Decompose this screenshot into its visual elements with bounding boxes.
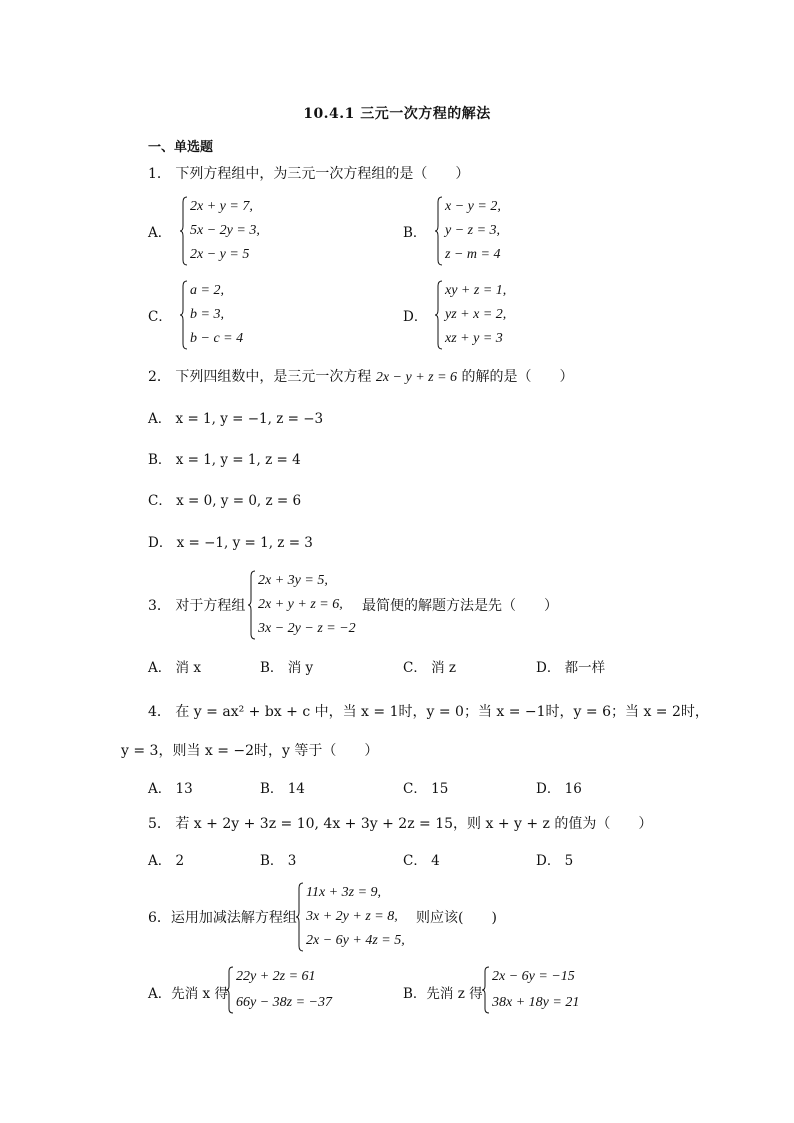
q1-option-b-label: B． — [403, 225, 427, 241]
q2-option-a: A． x = 1, y = −1, z = −3 — [148, 411, 324, 427]
q3-option-a: A． 消 x — [148, 660, 201, 676]
equation: 2x − 6y + 4z = 5, — [306, 933, 405, 948]
q3-option-c: C． 消 z — [403, 660, 457, 676]
q5-option-b: B． 3 — [260, 853, 297, 869]
equation: b − c = 4 — [190, 331, 244, 346]
equation: 3x − 2y − z = −2 — [258, 621, 356, 636]
q6-suffix: 则应该( ) — [416, 910, 497, 926]
q6-prefix: 6．运用加减法解方程组 — [148, 910, 297, 926]
equation: 38x + 18y = 21 — [492, 995, 580, 1010]
equation: 3x + 2y + z = 8, — [306, 909, 398, 924]
equation: xy + z = 1, — [445, 283, 507, 298]
q4-stem-line2: y = 3，则当 x = −2时，y 等于（ ） — [121, 743, 379, 759]
equation: y − z = 3, — [445, 223, 501, 238]
equation: 2x − 6y = −15 — [492, 969, 575, 984]
q1-option-d-system — [435, 280, 506, 350]
q1-option-b-system — [435, 196, 501, 266]
q2-stem-text-a: 2． 下列四组数中，是三元一次方程 — [148, 369, 372, 385]
q1-option-a-label: A． — [148, 225, 172, 241]
equation: 22y + 2z = 61 — [236, 969, 316, 984]
equation: xz + y = 3 — [445, 331, 503, 346]
q1-stem: 1． 下列方程组中，为三元一次方程组的是（ ） — [148, 166, 470, 182]
equation: 5x − 2y = 3, — [190, 223, 260, 238]
q1-option-c-label: C． — [148, 309, 172, 325]
q3-prefix: 3． 对于方程组 — [148, 598, 246, 614]
section-heading: 一、单选题 — [148, 140, 214, 155]
q2-stem-equation: 2x − y + z = 6 — [375, 370, 458, 385]
equation: z − m = 4 — [445, 247, 501, 262]
q2-stem — [148, 368, 573, 387]
q5-option-c: C． 4 — [403, 853, 440, 869]
q1-option-d-label: D． — [403, 309, 428, 325]
q2-option-d: D． x = −1, y = 1, z = 3 — [148, 535, 313, 551]
equation: 2x + y = 7, — [190, 199, 253, 214]
q4-stem-line1: 4． 在 y = ax² + bx + c 中，当 x = 1时，y = 0；当 x = −1时，y = 6；当 x = 2时， — [148, 704, 709, 720]
q6-option-a-system — [226, 966, 332, 1014]
equation: b = 3, — [190, 307, 224, 322]
q2-option-b: B． x = 1, y = 1, z = 4 — [148, 452, 301, 468]
equation: x − y = 2, — [445, 199, 501, 214]
q5-stem: 5． 若 x + 2y + 3z = 10, 4x + 3y + 2z = 15，则 x + y + z 的值为（ ） — [148, 816, 653, 832]
q3-system — [248, 570, 356, 640]
equation: a = 2, — [190, 283, 224, 298]
q5-option-d: D． 5 — [536, 853, 574, 869]
equation: yz + x = 2, — [445, 307, 507, 322]
q6-option-a-label: A．先消 x 得 — [148, 986, 228, 1002]
q5-option-a: A． 2 — [148, 853, 185, 869]
equation: 66y − 38z = −37 — [236, 995, 333, 1010]
q4-option-c: C． 15 — [403, 781, 449, 797]
q2-option-c: C． x = 0, y = 0, z = 6 — [148, 493, 302, 509]
q3-option-b: B． 消 y — [260, 660, 314, 676]
equation: 2x + y + z = 6, — [258, 597, 343, 612]
equation: 11x + 3z = 9, — [306, 885, 382, 900]
q4-option-d: D． 16 — [536, 781, 582, 797]
q6-option-b-label: B．先消 z 得 — [403, 986, 483, 1002]
equation: 2x − y = 5 — [190, 247, 250, 262]
q3-suffix: 最简便的解题方法是先（ ） — [362, 598, 558, 614]
q4-option-b: B． 14 — [260, 781, 305, 797]
q6-option-b-system — [482, 966, 579, 1014]
page-title: 10.4.1 三元一次方程的解法 — [303, 106, 491, 122]
q3-option-d: D． 都一样 — [536, 660, 606, 676]
equation: 2x + 3y = 5, — [258, 573, 328, 588]
q1-option-a-system — [180, 196, 260, 266]
q6-system — [296, 882, 405, 952]
q2-stem-text-b: 的解的是（ ） — [461, 369, 574, 385]
q1-option-c-system — [180, 280, 243, 350]
q4-option-a: A． 13 — [148, 781, 193, 797]
